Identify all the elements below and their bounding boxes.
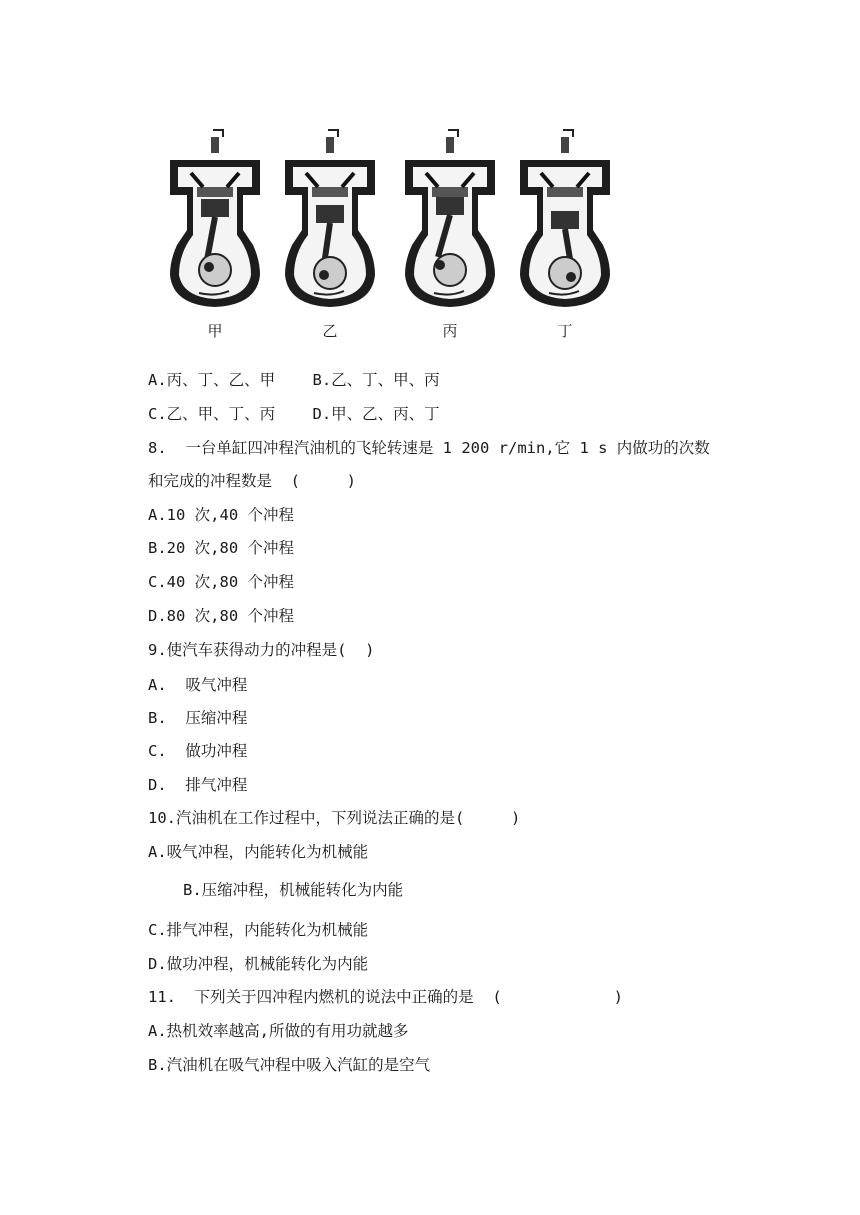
engine-label: 乙 (322, 322, 338, 340)
engine-drawing (515, 125, 615, 315)
q8-stem-line-1: 8. 一台单缸四冲程汽油机的飞轮转速是 1 200 r/min,它 1 s 内做功的次数 (148, 439, 710, 457)
engine-diagram-bing (400, 125, 500, 360)
engine-label: 丁 (557, 322, 573, 340)
q8-option-a: A.10 次,40 个冲程 (148, 506, 294, 524)
engine-label: 甲 (207, 322, 223, 340)
q11-option-b: B.汽油机在吸气冲程中吸入汽缸的是空气 (148, 1056, 431, 1074)
q10-option-a: A.吸气冲程，内能转化为机械能 (148, 843, 369, 861)
q8-stem-line-2: 和完成的冲程数是 ( ) (148, 472, 356, 490)
q9-option-b: B. 压缩冲程 (148, 709, 248, 727)
q8-option-b: B.20 次,80 个冲程 (148, 539, 294, 557)
q10-option-b: B.压缩冲程，机械能转化为内能 (183, 881, 404, 899)
q9-option-a: A. 吸气冲程 (148, 676, 248, 694)
q9-option-c: C. 做功冲程 (148, 742, 248, 760)
engine-diagram-ding (515, 125, 615, 360)
engine-strokes-figure (160, 125, 620, 360)
q7-option-row-2: C.乙、甲、丁、丙 D.甲、乙、丙、丁 (148, 405, 440, 423)
q11-option-a: A.热机效率越高,所做的有用功就越多 (148, 1022, 409, 1040)
engine-drawing (165, 125, 265, 315)
q8-option-d: D.80 次,80 个冲程 (148, 607, 294, 625)
engine-label: 丙 (442, 322, 458, 340)
q7-option-row-1: A.丙、丁、乙、甲 B.乙、丁、甲、丙 (148, 371, 440, 389)
q11-stem: 11. 下列关于四冲程内燃机的说法中正确的是 ( ) (148, 988, 623, 1006)
q10-stem: 10.汽油机在工作过程中，下列说法正确的是( ) (148, 809, 521, 827)
q10-option-d: D.做功冲程，机械能转化为内能 (148, 955, 369, 973)
q10-option-c: C.排气冲程，内能转化为机械能 (148, 921, 369, 939)
q9-stem: 9.使汽车获得动力的冲程是( ) (148, 641, 375, 659)
engine-drawing (280, 125, 380, 315)
engine-drawing (400, 125, 500, 315)
engine-diagram-jia (165, 125, 265, 360)
q8-option-c: C.40 次,80 个冲程 (148, 573, 294, 591)
q9-option-d: D. 排气冲程 (148, 776, 248, 794)
engine-diagram-yi (280, 125, 380, 360)
